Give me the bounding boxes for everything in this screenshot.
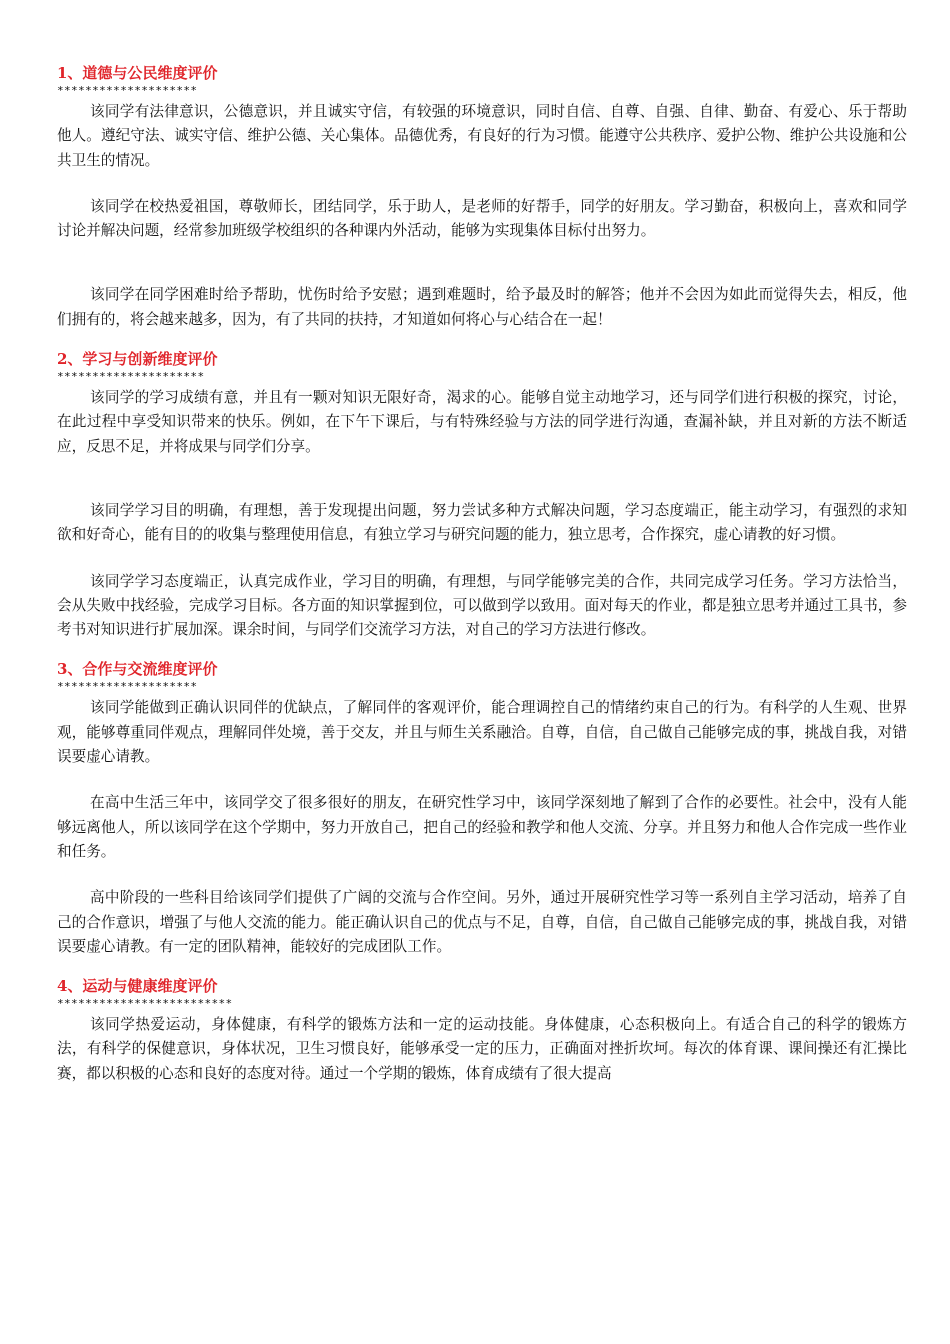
section-divider-stars: ********************: [57, 680, 198, 694]
paragraph: 该同学的学习成绩有意，并且有一颗对知识无限好奇，渴求的心。能够自觉主动地学习，还与同学们进行积极的探究，讨论，在此过程中享受知识带来的快乐。例如，在下午下课后，与有特殊经验与方法的同学进行沟通，查漏补缺，并且对新的方法不断适应，反思不足，并将成果与同学们分享。: [57, 389, 907, 455]
section-divider-stars: *********************: [57, 370, 205, 384]
document-page: [57, 62, 907, 1086]
section-heading-cooperation: 3、合作与交流维度评价: [57, 660, 218, 679]
paragraph: 高中阶段的一些科目给该同学们提供了广阔的交流与合作空间。另外，通过开展研究性学习等一系列自主学习活动，培养了自己的合作意识，增强了与他人交流的能力。能正确认识自己的优点与不足，自尊，自信，自己做自己能够完成的事，挑战自我，对错误要虚心请教。有一定的团队精神，能较好的完成团队工作。: [57, 889, 907, 955]
section-heading-moral: 1、道德与公民维度评价: [57, 64, 218, 82]
paragraph: 该同学学习态度端正，认真完成作业，学习目的明确，有理想，与同学能够完美的合作，共同完成学习任务。学习方法恰当，会从失败中找经验，完成学习目标。各方面的知识掌握到位，可以做到学以致用。面对每天的作业，都是独立思考并通过工具书，参考书对知识进行扩展加深。课余时间，与同学们交流学习方法，对自己的学习方法进行修改。: [57, 572, 907, 639]
paragraph: 该同学学习目的明确，有理想，善于发现提出问题，努力尝试多种方式解决问题，学习态度端正，能主动学习，有强烈的求知欲和好奇心，能有目的的收集与整理使用信息，有独立学习与研究问题的能力，独立思考，合作探究，虚心请教的好习惯。: [57, 501, 907, 544]
section-divider-stars: *************************: [57, 997, 233, 1011]
section-divider-stars: ********************: [57, 84, 198, 97]
paragraph: 该同学能做到正确认识同伴的优缺点，了解同伴的客观评价，能合理调控自己的情绪约束自己的行为。有科学的人生观、世界观，能够尊重同伴观点，理解同伴处境，善于交友，并且与师生关系融洽。自尊，自信，自己做自己能够完成的事，挑战自我，对错误要虚心请教。: [57, 699, 907, 766]
paragraph: 该同学热爱运动，身体健康，有科学的锻炼方法和一定的运动技能。身体健康，心态积极向上。有适合自己的科学的锻炼方法，有科学的保健意识，身体状况，卫生习惯良好，能够承受一定的压力，正确面对挫折坎坷。每次的体育课、课间操还有汇操比赛，都以积极的心态和良好的态度对待。通过一个学期的锻炼，体育成绩有了很大提高: [57, 1016, 907, 1082]
paragraph: 该同学在同学困难时给予帮助，忧伤时给予安慰；遇到难题时，给予最及时的解答；他并不会因为如此而觉得失去，相反，他们拥有的，将会越来越多，因为，有了共同的扶持，才知道如何将心与心结合在一起！: [57, 286, 907, 328]
section-heading-learning: 2、学习与创新维度评价: [57, 350, 218, 369]
paragraph: 该同学有法律意识，公德意识，并且诚实守信，有较强的环境意识，同时自信、自尊、自强、自律、勤奋、有爱心、乐于帮助他人。遵纪守法、诚实守信、维护公德、关心集体。品德优秀，有良好的行为习惯。能遵守公共秩序、爱护公物、维护公共设施和公共卫生的情况。: [57, 103, 907, 169]
paragraph: 该同学在校热爱祖国，尊敬师长，团结同学，乐于助人，是老师的好帮手，同学的好朋友。学习勤奋，积极向上，喜欢和同学讨论并解决问题，经常参加班级学校组织的各种课内外活动，能够为实现集体目标付出努力。: [57, 197, 907, 240]
section-heading-sports: 4、运动与健康维度评价: [57, 977, 218, 996]
paragraph: 在高中生活三年中，该同学交了很多很好的朋友，在研究性学习中，该同学深刻地了解到了合作的必要性。社会中，没有人能够远离他人，所以该同学在这个学期中，努力开放自己，把自己的经验和教学和他人交流、分享。并且努力和他人合作完成一些作业和任务。: [57, 794, 907, 860]
